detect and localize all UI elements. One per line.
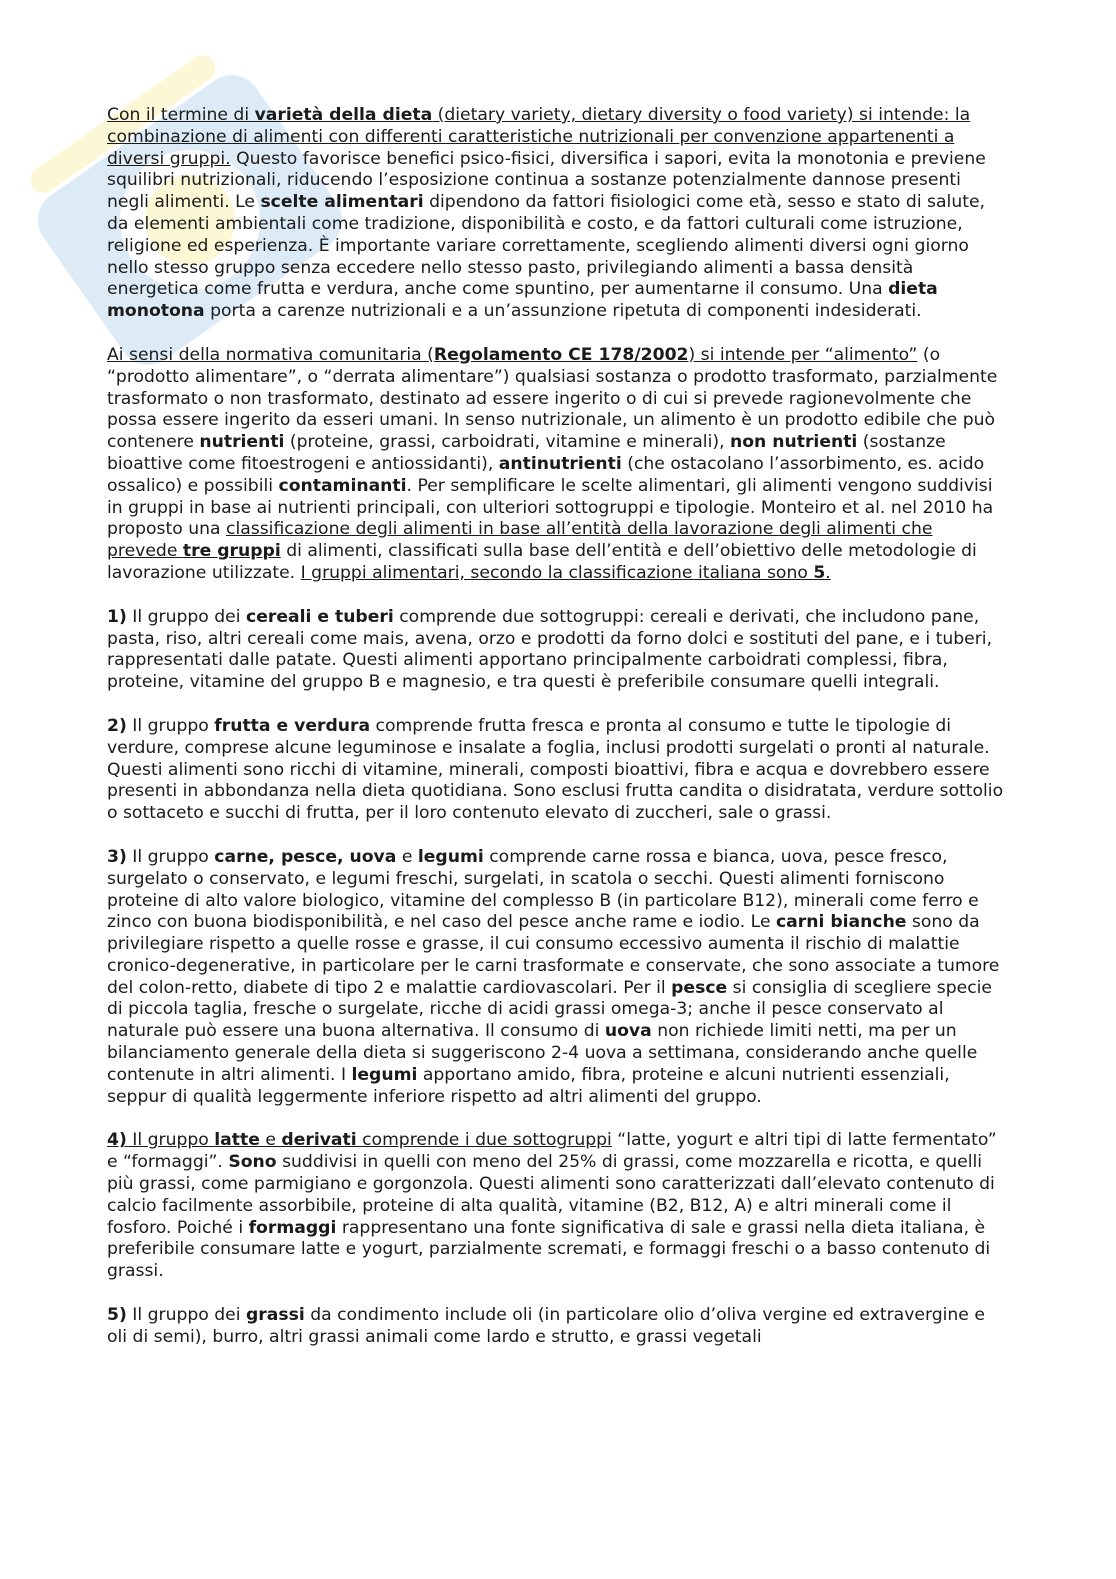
term-five: 5 [813, 562, 826, 583]
text: comprende carne rossa e bianca, uova, pesce fresco, surgelato o conservato, e legumi freschi, surgelati, in scatola o secchi. Questi alimenti forniscono proteine di alto valore biologico, vitamine del complesso B (in particolare B12), minerali come ferro e zinco con buona biodisponibilità, e nel caso del pesce anche rame e iodio. Le [107, 846, 979, 933]
list-number: 3) [107, 846, 127, 867]
text: comprende due sottogruppi: cereali e derivati, che includono pane, pasta, riso, altri cereali come mais, avena, orzo e prodotti da forno dolci e sostituti del pane, e i tuberi, rappresentati dalle patate. Questi alimenti apportano principalmente carboidrati complessi, fibra, proteine, vitamine del gruppo B e magnesio, e tra questi è preferibile consumare quelli integrali. [107, 606, 993, 693]
text: Il gruppo [126, 1130, 215, 1151]
text: Ai sensi della normativa comunitaria ( [107, 344, 434, 365]
term-three-groups: tre gruppi [182, 541, 281, 562]
term-sono: Sono [228, 1152, 277, 1173]
term-cereals: cereali e tuberi [246, 606, 394, 627]
text: porta a carenze nutrizionali e a un’assunzione ripetuta di componenti indesiderati. [204, 301, 922, 322]
text: non richiede limiti netti, ma per un bilanciamento generale della dieta si suggeriscono 2-4 uova a settimana, considerando anche quelle contenute in altri alimenti. I [107, 1021, 978, 1085]
text: da condimento include oli (in particolare olio d’oliva vergine ed extravergine e oli di semi), burro, altri grassi animali come lardo e strutto, e grassi vegetali [107, 1305, 985, 1347]
term-legumes: legumi [417, 846, 484, 867]
paragraph-group-5 [107, 1305, 1007, 1349]
list-number: 5) [107, 1305, 127, 1326]
text: comprende frutta fresca e pronta al consumo e tutte le tipologie di verdure, comprese alcune leguminose e insalate a foglia, inclusi prodotti surgelati o pronti al naturale. Questi alimenti sono ricchi di vitamine, minerali, composti bioattivi, fibra e acqua e dovrebbero essere presenti in abbondanza nella dieta quotidiana. Sono esclusi frutta candita o disidratata, verdure sottolio o sottaceto e succhi di frutta, per il loro contenuto elevato di zuccheri, sale o grassi. [107, 715, 1004, 824]
term-white-meat: carni bianche [775, 912, 907, 933]
term-food-choices: scelte alimentari [260, 192, 424, 213]
term-dietary-variety: varietà della dieta [254, 105, 433, 125]
text: . Per semplificare le scelte alimentari, gli alimenti vengono suddivisi in gruppi in base ai nutrienti principali, con ulteriori sottogruppi e tipologie. Monteiro et al. nel 2010 ha proposto una [107, 475, 994, 540]
text: sono da privilegiare rispetto a quelle rosse e grasse, il cui consumo eccessivo aumenta il rischio di malattie cronico-degenerative, in particolare per le carni trasformate e conservate, che sono associate a tumore del colon-retto, diabete di tipo 2 e malattie cardiovascolari. Per il [107, 912, 1000, 998]
term-derivatives: derivati [281, 1130, 357, 1151]
text: Il gruppo dei [126, 606, 246, 627]
text: (dietary variety, dietary diversity o food variety) si intende: la combinazione di alimenti con differenti caratteristiche nutrizionali per convenzione appartenenti a diversi gruppi. [107, 105, 971, 169]
document-body [107, 105, 1007, 1369]
text: e [259, 1130, 282, 1151]
text: “latte, yogurt e altri tipi di latte fermentato” e “formaggi”. [107, 1130, 997, 1173]
text: Il gruppo [126, 846, 215, 867]
term-non-nutrients: non nutrienti [730, 432, 858, 453]
paragraph-dietary-variety [107, 105, 1007, 323]
text: rappresentano una fonte significativa di sale e grassi nella dieta italiana, è preferibile consumare latte e yogurt, parzialmente scremati, e formaggi freschi o a basso contenuto di grassi. [107, 1217, 991, 1282]
text: suddivisi in quelli con meno del 25% di grassi, come mozzarella e ricotta, e quelli più grassi, come parmigiano e gorgonzola. Questi alimenti sono caratterizzati dall’elevato contenuto di calcio facilmente assorbibile, proteine di alta qualità, vitamine (B2, B12, A) e altri minerali come il fosforo. Poiché i [107, 1152, 995, 1238]
text: Il gruppo [126, 715, 215, 736]
paragraph-group-2 [107, 716, 1007, 825]
paragraph-group-3 [107, 847, 1007, 1109]
text: I gruppi alimentari, secondo la classificazione italiana sono [300, 562, 814, 583]
text: Questo favorisce benefici psico-fisici, diversifica i sapori, evita la monotonia e previene squilibri nutrizionali, riducendo l’esposizione continua a sostanze potenzialmente dannose presenti negli alimenti. Le [107, 148, 986, 213]
term-nutrients: nutrienti [199, 432, 285, 453]
text: apportano amido, fibra, proteine e alcuni nutrienti essenziali, seppur di qualità leggermente inferiore rispetto ad altri alimenti del gruppo. [107, 1064, 950, 1107]
term-eggs: uova [604, 1021, 652, 1042]
text: si consiglia di scegliere specie di piccola taglia, fresche o surgelate, ricche di acidi grassi omega-3; anche il pesce conservato al naturale può essere una buona alternativa. Il consumo di [107, 977, 993, 1042]
text: Con il termine di [107, 105, 255, 125]
term-fats: grassi [246, 1305, 305, 1326]
term-meat-fish-eggs: carne, pesce, uova [214, 846, 397, 867]
list-number: 4) [107, 1130, 127, 1151]
text: di alimenti, classificati sulla base dell’entità e dell’obiettivo delle metodologie di lavorazione utilizzate. [107, 541, 977, 583]
text: ) si intende per “alimento” [688, 344, 918, 365]
text: (o “prodotto alimentare”, o “derrata alimentare”) qualsiasi sostanza o prodotto trasformato, parzialmente trasformato o non trasformato, destinato ad essere ingerito o di cui si prevede ragionevolmente che possa essere ingerito da esseri umani. In senso nutrizionale, un alimento è un prodotto edibile che può contenere [107, 344, 998, 453]
term-cheeses: formaggi [248, 1217, 337, 1238]
term-monotonous-diet: dieta monotona [107, 279, 938, 322]
text: (sostanze bioattive come fitoestrogeni e antiossidanti), [107, 432, 946, 474]
text: . [825, 562, 831, 583]
term-contaminants: contaminanti [278, 475, 407, 496]
term-antinutrients: antinutrienti [498, 453, 622, 474]
text: (che ostacolano l’assorbimento, es. acido ossalico) e possibili [107, 453, 985, 496]
text: e [396, 846, 418, 867]
term-milk: latte [214, 1130, 260, 1151]
paragraph-group-4 [107, 1130, 1007, 1283]
text: dipendono da fattori fisiologici come età, sesso e stato di salute, da elementi ambientali come tradizione, disponibilità e costo, e da fattori culturali come istruzione, religione ed esperienza. È importante variare correttamente, scegliendo alimenti diversi ogni giorno nello stesso gruppo senza eccedere nello stesso pasto, privilegiando alimenti a bassa densità energetica come frutta e verdura, anche come spuntino, per aumentarne il consumo. Una [107, 192, 985, 300]
text: Il gruppo dei [126, 1305, 246, 1326]
text: classificazione degli alimenti in base all’entità della lavorazione degli alimenti che prevede [107, 519, 933, 562]
term-regulation: Regolamento CE 178/2002 [433, 344, 689, 365]
term-legumes-2: legumi [351, 1064, 418, 1085]
text: comprende i due sottogruppi [356, 1130, 612, 1151]
paragraph-food-definition [107, 345, 1007, 585]
list-number: 2) [107, 715, 127, 736]
paragraph-group-1 [107, 607, 1007, 694]
term-fish: pesce [671, 977, 728, 998]
list-number: 1) [107, 606, 127, 627]
text: (proteine, grassi, carboidrati, vitamine e minerali), [284, 432, 730, 453]
term-fruit-vegetables: frutta e verdura [214, 715, 371, 736]
